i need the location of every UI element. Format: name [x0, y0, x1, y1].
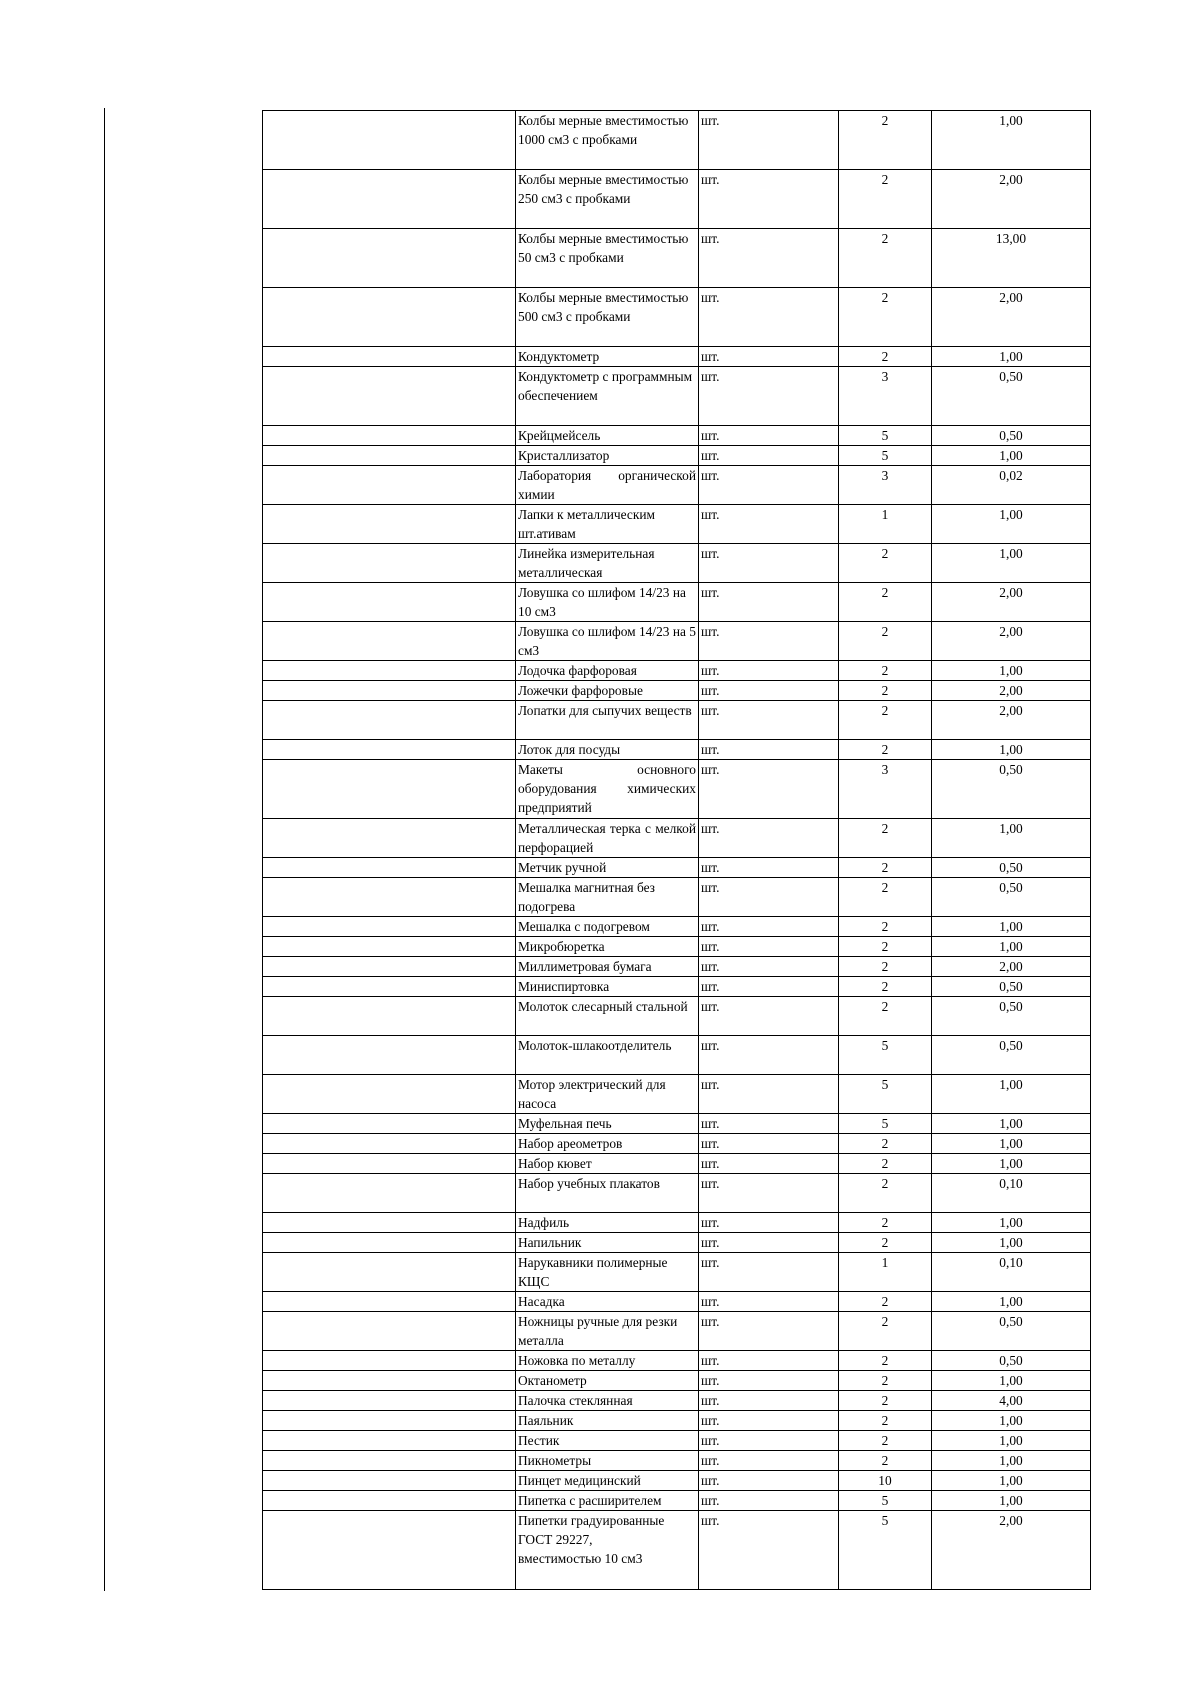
empty-cell: [263, 1431, 516, 1451]
quantity-cell: 2: [839, 111, 932, 170]
quantity-cell: 2: [839, 917, 932, 937]
unit-cell: шт.: [699, 288, 839, 347]
table-row: [263, 229, 1091, 288]
item-name-cell: Линейка измерительная металлическая: [516, 544, 699, 583]
empty-cell: [263, 583, 516, 622]
quantity-cell: 2: [839, 622, 932, 661]
table-row: [263, 111, 1091, 170]
table-row: [263, 1075, 1091, 1114]
quantity-cell: 2: [839, 347, 932, 367]
table-row: [263, 819, 1091, 858]
unit-cell: шт.: [699, 977, 839, 997]
item-name-cell: Лопатки для сыпучих веществ: [516, 701, 699, 740]
quantity-cell: 2: [839, 1312, 932, 1351]
empty-cell: [263, 760, 516, 819]
item-name-cell: Мешалка с подогревом: [516, 917, 699, 937]
item-name-cell: Ловушка со шлифом 14/23 на 10 см3: [516, 583, 699, 622]
empty-cell: [263, 505, 516, 544]
empty-cell: [263, 878, 516, 917]
table-row: [263, 347, 1091, 367]
quantity-cell: 2: [839, 1134, 932, 1154]
table-row: [263, 1391, 1091, 1411]
empty-cell: [263, 347, 516, 367]
quantity-cell: 3: [839, 466, 932, 505]
empty-cell: [263, 1411, 516, 1431]
empty-cell: [263, 740, 516, 760]
unit-cell: шт.: [699, 997, 839, 1036]
amount-cell: 1,00: [932, 347, 1091, 367]
empty-cell: [263, 229, 516, 288]
table-row: [263, 1511, 1091, 1590]
equipment-table-body: [263, 111, 1091, 1590]
quantity-cell: 2: [839, 1351, 932, 1371]
table-row: [263, 505, 1091, 544]
empty-cell: [263, 1114, 516, 1134]
unit-cell: шт.: [699, 819, 839, 858]
quantity-cell: 2: [839, 229, 932, 288]
item-name-cell: Пинцет медицинский: [516, 1471, 699, 1491]
quantity-cell: 2: [839, 819, 932, 858]
item-name-cell: Мотор электрический для насоса: [516, 1075, 699, 1114]
amount-cell: 1,00: [932, 937, 1091, 957]
quantity-cell: 2: [839, 544, 932, 583]
table-row: [263, 1411, 1091, 1431]
empty-cell: [263, 170, 516, 229]
table-row: [263, 1154, 1091, 1174]
table-row: [263, 661, 1091, 681]
unit-cell: шт.: [699, 1114, 839, 1134]
unit-cell: шт.: [699, 1371, 839, 1391]
quantity-cell: 5: [839, 1114, 932, 1134]
table-row: [263, 977, 1091, 997]
table-row: [263, 1451, 1091, 1471]
quantity-cell: 3: [839, 367, 932, 426]
empty-cell: [263, 1134, 516, 1154]
unit-cell: шт.: [699, 583, 839, 622]
item-name-cell: Пипетка с расширителем: [516, 1491, 699, 1511]
table-row: [263, 997, 1091, 1036]
unit-cell: шт.: [699, 937, 839, 957]
amount-cell: 0,50: [932, 997, 1091, 1036]
amount-cell: 1,00: [932, 111, 1091, 170]
empty-cell: [263, 1451, 516, 1471]
item-name-cell: Паяльник: [516, 1411, 699, 1431]
table-row: [263, 288, 1091, 347]
item-name-cell: Миниспиртовка: [516, 977, 699, 997]
unit-cell: шт.: [699, 1134, 839, 1154]
quantity-cell: 2: [839, 740, 932, 760]
table-row: [263, 1036, 1091, 1075]
quantity-cell: 2: [839, 1213, 932, 1233]
item-name-cell: Лоток для посуды: [516, 740, 699, 760]
table-row: [263, 1114, 1091, 1134]
item-name-cell: Лодочка фарфоровая: [516, 661, 699, 681]
amount-cell: 2,00: [932, 622, 1091, 661]
amount-cell: 2,00: [932, 681, 1091, 701]
empty-cell: [263, 1174, 516, 1213]
amount-cell: 1,00: [932, 1154, 1091, 1174]
empty-cell: [263, 1312, 516, 1351]
quantity-cell: 2: [839, 1451, 932, 1471]
empty-cell: [263, 367, 516, 426]
amount-cell: 1,00: [932, 1075, 1091, 1114]
item-name-cell: Нарукавники полимерные КЩС: [516, 1253, 699, 1292]
quantity-cell: 3: [839, 760, 932, 819]
unit-cell: шт.: [699, 1351, 839, 1371]
empty-cell: [263, 426, 516, 446]
unit-cell: шт.: [699, 1491, 839, 1511]
quantity-cell: 1: [839, 1253, 932, 1292]
table-row: [263, 1174, 1091, 1213]
amount-cell: 0,50: [932, 1036, 1091, 1075]
empty-cell: [263, 1213, 516, 1233]
empty-cell: [263, 1036, 516, 1075]
quantity-cell: 2: [839, 1174, 932, 1213]
empty-cell: [263, 1154, 516, 1174]
empty-cell: [263, 858, 516, 878]
quantity-cell: 10: [839, 1471, 932, 1491]
unit-cell: шт.: [699, 878, 839, 917]
amount-cell: 1,00: [932, 1471, 1091, 1491]
table-row: [263, 957, 1091, 977]
unit-cell: шт.: [699, 1154, 839, 1174]
amount-cell: 0,50: [932, 858, 1091, 878]
amount-cell: 0,10: [932, 1174, 1091, 1213]
table-row: [263, 1431, 1091, 1451]
item-name-cell: [516, 1511, 699, 1590]
item-name-cell: Ложечки фарфоровые: [516, 681, 699, 701]
empty-cell: [263, 466, 516, 505]
unit-cell: шт.: [699, 661, 839, 681]
empty-cell: [263, 111, 516, 170]
unit-cell: шт.: [699, 229, 839, 288]
item-name-cell: Ловушка со шлифом 14/23 на 5 см3: [516, 622, 699, 661]
empty-cell: [263, 1471, 516, 1491]
amount-cell: 0,50: [932, 1312, 1091, 1351]
item-name-cell: Колбы мерные вместимостью 1000 см3 с пробками: [516, 111, 699, 170]
empty-cell: [263, 1371, 516, 1391]
amount-cell: 1,00: [932, 740, 1091, 760]
amount-cell: 1,00: [932, 1451, 1091, 1471]
quantity-cell: 2: [839, 170, 932, 229]
unit-cell: шт.: [699, 1036, 839, 1075]
amount-cell: 1,00: [932, 544, 1091, 583]
unit-cell: шт.: [699, 505, 839, 544]
unit-cell: шт.: [699, 1292, 839, 1312]
item-name-cell: Лапки к металлическим шт.ативам: [516, 505, 699, 544]
empty-cell: [263, 1233, 516, 1253]
unit-cell: шт.: [699, 1511, 839, 1590]
item-name-cell: Надфиль: [516, 1213, 699, 1233]
table-row: [263, 858, 1091, 878]
item-name-cell: Октанометр: [516, 1371, 699, 1391]
item-name-cell: Колбы мерные вместимостью 250 см3 с пробками: [516, 170, 699, 229]
amount-cell: 1,00: [932, 1371, 1091, 1391]
quantity-cell: 2: [839, 1411, 932, 1431]
quantity-cell: 2: [839, 858, 932, 878]
amount-cell: 0,50: [932, 760, 1091, 819]
table-row: [263, 681, 1091, 701]
amount-cell: 1,00: [932, 917, 1091, 937]
table-row: [263, 367, 1091, 426]
table-row: [263, 466, 1091, 505]
unit-cell: шт.: [699, 622, 839, 661]
unit-cell: шт.: [699, 917, 839, 937]
table-row: [263, 1491, 1091, 1511]
item-name-cell: Крейцмейсель: [516, 426, 699, 446]
quantity-cell: 5: [839, 1036, 932, 1075]
table-row: [263, 1233, 1091, 1253]
table-row: [263, 1371, 1091, 1391]
empty-cell: [263, 937, 516, 957]
amount-cell: 2,00: [932, 288, 1091, 347]
item-name-cell: Кондуктометр с программным обеспечением: [516, 367, 699, 426]
unit-cell: шт.: [699, 1431, 839, 1451]
empty-cell: [263, 1351, 516, 1371]
item-name-cell: Миллиметровая бумага: [516, 957, 699, 977]
amount-cell: 1,00: [932, 819, 1091, 858]
item-name-cell: Металлическая терка с мелкой перфорацией: [516, 819, 699, 858]
item-name-cell: Колбы мерные вместимостью 500 см3 с пробками: [516, 288, 699, 347]
empty-cell: [263, 622, 516, 661]
unit-cell: шт.: [699, 446, 839, 466]
table-row: [263, 1253, 1091, 1292]
quantity-cell: 2: [839, 1233, 932, 1253]
amount-cell: 0,50: [932, 367, 1091, 426]
quantity-cell: 2: [839, 1292, 932, 1312]
table-row: [263, 1292, 1091, 1312]
item-name-cell: Лаборатория органической химии: [516, 466, 699, 505]
unit-cell: шт.: [699, 1411, 839, 1431]
table-row: [263, 1351, 1091, 1371]
empty-cell: [263, 1075, 516, 1114]
item-name-cell: Набор кювет: [516, 1154, 699, 1174]
quantity-cell: 2: [839, 288, 932, 347]
table-row: [263, 878, 1091, 917]
page-margin-line: [104, 108, 105, 1591]
table-row: [263, 1471, 1091, 1491]
item-name-cell: Кондуктометр: [516, 347, 699, 367]
amount-cell: 0,02: [932, 466, 1091, 505]
quantity-cell: 2: [839, 701, 932, 740]
item-name-cell: Молоток слесарный стальной: [516, 997, 699, 1036]
amount-cell: 1,00: [932, 1233, 1091, 1253]
item-name-cell: Микробюретка: [516, 937, 699, 957]
item-name-cell: Макеты основного оборудования химических предприятий: [516, 760, 699, 819]
unit-cell: шт.: [699, 740, 839, 760]
empty-cell: [263, 1391, 516, 1411]
quantity-cell: 2: [839, 1154, 932, 1174]
unit-cell: шт.: [699, 858, 839, 878]
amount-cell: 1,00: [932, 661, 1091, 681]
quantity-cell: 5: [839, 1491, 932, 1511]
empty-cell: [263, 446, 516, 466]
quantity-cell: 2: [839, 1371, 932, 1391]
amount-cell: 1,00: [932, 1213, 1091, 1233]
empty-cell: [263, 288, 516, 347]
quantity-cell: 2: [839, 661, 932, 681]
amount-cell: 1,00: [932, 505, 1091, 544]
amount-cell: 1,00: [932, 1114, 1091, 1134]
empty-cell: [263, 1292, 516, 1312]
unit-cell: шт.: [699, 466, 839, 505]
unit-cell: шт.: [699, 426, 839, 446]
empty-cell: [263, 1491, 516, 1511]
amount-cell: 2,00: [932, 583, 1091, 622]
amount-cell: 2,00: [932, 701, 1091, 740]
table-row: [263, 1134, 1091, 1154]
unit-cell: шт.: [699, 1451, 839, 1471]
unit-cell: шт.: [699, 367, 839, 426]
empty-cell: [263, 661, 516, 681]
item-name-cell: Муфельная печь: [516, 1114, 699, 1134]
item-name-cell: Ножовка по металлу: [516, 1351, 699, 1371]
table-row: [263, 622, 1091, 661]
item-name-cell: Напильник: [516, 1233, 699, 1253]
empty-cell: [263, 681, 516, 701]
table-row: [263, 760, 1091, 819]
unit-cell: шт.: [699, 760, 839, 819]
quantity-cell: 2: [839, 681, 932, 701]
table-row: [263, 701, 1091, 740]
quantity-cell: 2: [839, 997, 932, 1036]
empty-cell: [263, 1253, 516, 1292]
amount-cell: 0,50: [932, 1351, 1091, 1371]
unit-cell: шт.: [699, 701, 839, 740]
quantity-cell: 2: [839, 1391, 932, 1411]
table-row: [263, 917, 1091, 937]
empty-cell: [263, 544, 516, 583]
empty-cell: [263, 977, 516, 997]
item-name-cell: Набор ареометров: [516, 1134, 699, 1154]
amount-cell: 0,10: [932, 1253, 1091, 1292]
unit-cell: шт.: [699, 1213, 839, 1233]
unit-cell: шт.: [699, 957, 839, 977]
table-row: [263, 544, 1091, 583]
quantity-cell: 1: [839, 505, 932, 544]
unit-cell: шт.: [699, 170, 839, 229]
item-name-cell: Метчик ручной: [516, 858, 699, 878]
table-row: [263, 426, 1091, 446]
quantity-cell: 2: [839, 957, 932, 977]
unit-cell: шт.: [699, 1174, 839, 1213]
quantity-cell: 5: [839, 446, 932, 466]
unit-cell: шт.: [699, 347, 839, 367]
table-row: [263, 1312, 1091, 1351]
table-row: [263, 1213, 1091, 1233]
table-row: [263, 740, 1091, 760]
empty-cell: [263, 701, 516, 740]
amount-cell: 1,00: [932, 1431, 1091, 1451]
item-name-cell: Ножницы ручные для резки металла: [516, 1312, 699, 1351]
amount-cell: 2,00: [932, 957, 1091, 977]
unit-cell: шт.: [699, 681, 839, 701]
table-row: [263, 446, 1091, 466]
quantity-cell: 5: [839, 1511, 932, 1590]
unit-cell: шт.: [699, 1233, 839, 1253]
item-name-cell: Кристаллизатор: [516, 446, 699, 466]
item-name-line: ГОСТ 29227,: [518, 1532, 593, 1547]
equipment-table: [262, 110, 1091, 1590]
amount-cell: 4,00: [932, 1391, 1091, 1411]
table-row: [263, 170, 1091, 229]
amount-cell: 2,00: [932, 1511, 1091, 1590]
unit-cell: шт.: [699, 1253, 839, 1292]
item-name-cell: Мешалка магнитная без подогрева: [516, 878, 699, 917]
amount-cell: 0,50: [932, 977, 1091, 997]
amount-cell: 0,50: [932, 426, 1091, 446]
quantity-cell: 2: [839, 937, 932, 957]
item-name-cell: Палочка стеклянная: [516, 1391, 699, 1411]
empty-cell: [263, 957, 516, 977]
amount-cell: 2,00: [932, 170, 1091, 229]
empty-cell: [263, 917, 516, 937]
amount-cell: 1,00: [932, 446, 1091, 466]
empty-cell: [263, 997, 516, 1036]
amount-cell: 1,00: [932, 1134, 1091, 1154]
amount-cell: 0,50: [932, 878, 1091, 917]
unit-cell: шт.: [699, 1391, 839, 1411]
item-name-cell: Насадка: [516, 1292, 699, 1312]
item-name-line: вместимостью 10 см3: [518, 1551, 643, 1566]
item-name-cell: Пестик: [516, 1431, 699, 1451]
item-name-cell: Пикнометры: [516, 1451, 699, 1471]
empty-cell: [263, 819, 516, 858]
table-row: [263, 937, 1091, 957]
amount-cell: 1,00: [932, 1292, 1091, 1312]
unit-cell: шт.: [699, 1075, 839, 1114]
amount-cell: 1,00: [932, 1411, 1091, 1431]
quantity-cell: 2: [839, 583, 932, 622]
quantity-cell: 2: [839, 977, 932, 997]
amount-cell: 13,00: [932, 229, 1091, 288]
quantity-cell: 2: [839, 1431, 932, 1451]
item-name-cell: Молоток-шлакоотделитель: [516, 1036, 699, 1075]
table-row: [263, 583, 1091, 622]
item-name-line: Пипетки градуированные: [518, 1513, 665, 1528]
quantity-cell: 5: [839, 1075, 932, 1114]
quantity-cell: 2: [839, 878, 932, 917]
amount-cell: 1,00: [932, 1491, 1091, 1511]
item-name-cell: Колбы мерные вместимостью 50 см3 с пробками: [516, 229, 699, 288]
quantity-cell: 5: [839, 426, 932, 446]
unit-cell: шт.: [699, 544, 839, 583]
unit-cell: шт.: [699, 111, 839, 170]
unit-cell: шт.: [699, 1471, 839, 1491]
unit-cell: шт.: [699, 1312, 839, 1351]
item-name-cell: Набор учебных плакатов: [516, 1174, 699, 1213]
empty-cell: [263, 1511, 516, 1590]
